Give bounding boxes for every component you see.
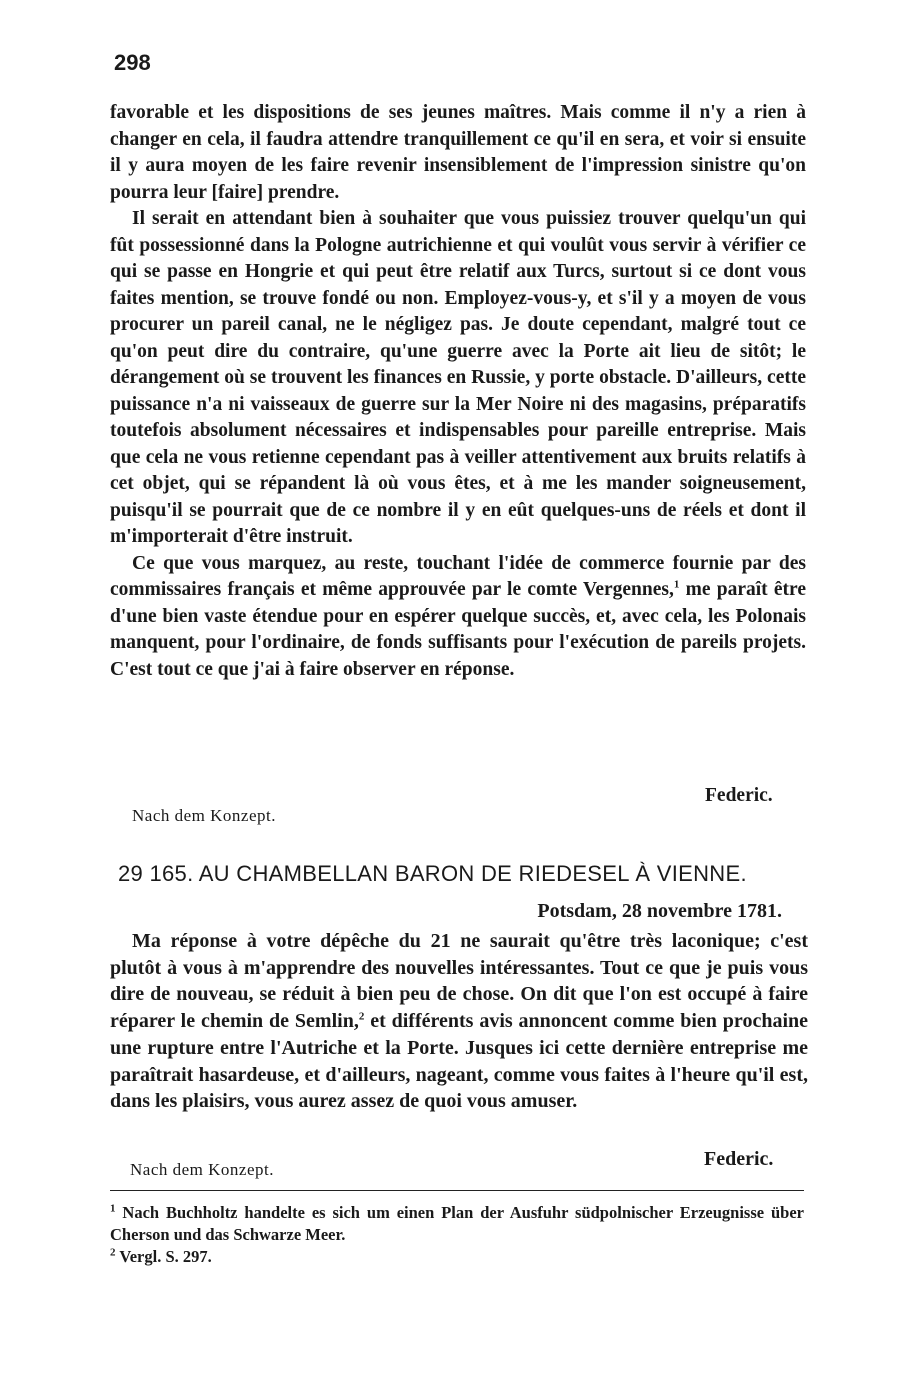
footnote-marker: 1 <box>110 1202 116 1215</box>
paragraph <box>110 928 808 1115</box>
paragraph <box>110 551 806 684</box>
paragraph-text: me paraît être d'une bien vaste étendue pour en espérer quelque succès, et, avec cela, les Polonais manquent, pour l'ordinaire, de fonds suffisants pour l'exécution de pareils projets. C'est tout ce que j'ai à faire observer en réponse. <box>110 579 807 680</box>
paragraph-text: et différents avis annoncent comme bien prochaine une rupture entre l'Autriche et la Porte. Jusques ici cette dernière entreprise me paraîtrait hasardeuse, et d'ailleurs, nageant, comme vous faites à l'heure qu'il est, dans les plaisirs, vous aurez assez de quoi vous amuser. <box>110 1010 808 1113</box>
letter-2-signature: Federic. <box>704 1148 774 1170</box>
footnote-rule <box>110 1190 804 1191</box>
footnote <box>110 1202 804 1246</box>
footnote-ref: 1 <box>673 578 680 591</box>
paragraph-text: Ma réponse à votre dépêche du 21 ne saurait qu'être très laconique; c'est plutôt à vous à m'apprendre des nouvelles intéressantes. Tout ce que je puis vous dire de nouveau, se réduit à bien peu de chose. On dit que l'on est occupé à faire réparer le chemin de Semlin, <box>110 930 808 1033</box>
letter-1-signature: Federic. <box>705 785 773 806</box>
letter-2-body <box>110 928 808 1115</box>
page-number: 298 <box>114 50 151 75</box>
footnote <box>110 1246 804 1268</box>
paragraph: Il serait en attendant bien à souhaiter que vous puissiez trouver quelqu'un qui fût possessionné dans la Pologne autrichienne et qui voulût vous servir à vérifier ce qui se passe en Hongrie et qui peut être relatif aux Turcs, surtout si ce dont vous faites mention, se trouve fondé ou non. Employez-vous-y, et s'il y a moyen de vous procurer un pareil canal, ne le négligez pas. Je doute cependant, malgré tout ce qu'on peut dire du contraire, qu'une guerre avec la Porte ait lieu de sitôt; le dérangement où se trouvent les finances en Russie, y porte obstacle. D'ailleurs, cette puissance n'a ni vaisseaux de guerre sur la Mer Noire ni des magasins, préparatifs toutefois absolument nécessaires et indispensables pour pareille entreprise. Mais que cela ne vous retienne cependant pas à veiller attentivement aux bruits relatifs à cet objet, qui se répandent là où vous êtes, et à me les mander soigneusement, puisqu'il se pourrait que de ce nombre il y en eût quelques-uns de réels et dont il m'importerait d'être instruit. <box>110 208 806 547</box>
letter-1-body <box>110 100 806 683</box>
paragraph: favorable et les dispositions de ses jeunes maîtres. Mais comme il n'y a rien à changer en cela, il faudra attendre tranquillement ce qu'il en sera, et voir si ensuite il y aura moyen de les faire revenir insensiblement de l'impression sinistre qu'on pourra leur [faire] prendre. <box>110 102 806 203</box>
paragraph-text: Ce que vous marquez, au reste, touchant l'idée de commerce fournie par des commissaires français et même approuvée par le comte Vergennes, <box>110 552 806 600</box>
footnote-text: Nach Buchholtz handelte es sich um einen Plan der Ausfuhr südpolnischer Erzeugnisse über Cherson und das Schwarze Meer. <box>110 1203 804 1244</box>
footnote-marker: 2 <box>110 1246 116 1259</box>
footnote-ref: 2 <box>358 1010 365 1023</box>
footnote-text: Vergl. S. 297. <box>119 1247 212 1266</box>
letter-2-dateline: Potsdam, 28 novembre 1781. <box>537 900 782 922</box>
footnotes <box>110 1202 804 1268</box>
letter-2-source-note: Nach dem Konzept. <box>130 1160 274 1179</box>
letter-1-source-note: Nach dem Konzept. <box>132 806 276 825</box>
letter-2-heading: 29 165. AU CHAMBELLAN BARON DE RIEDESEL À VIENNE. <box>118 861 747 886</box>
